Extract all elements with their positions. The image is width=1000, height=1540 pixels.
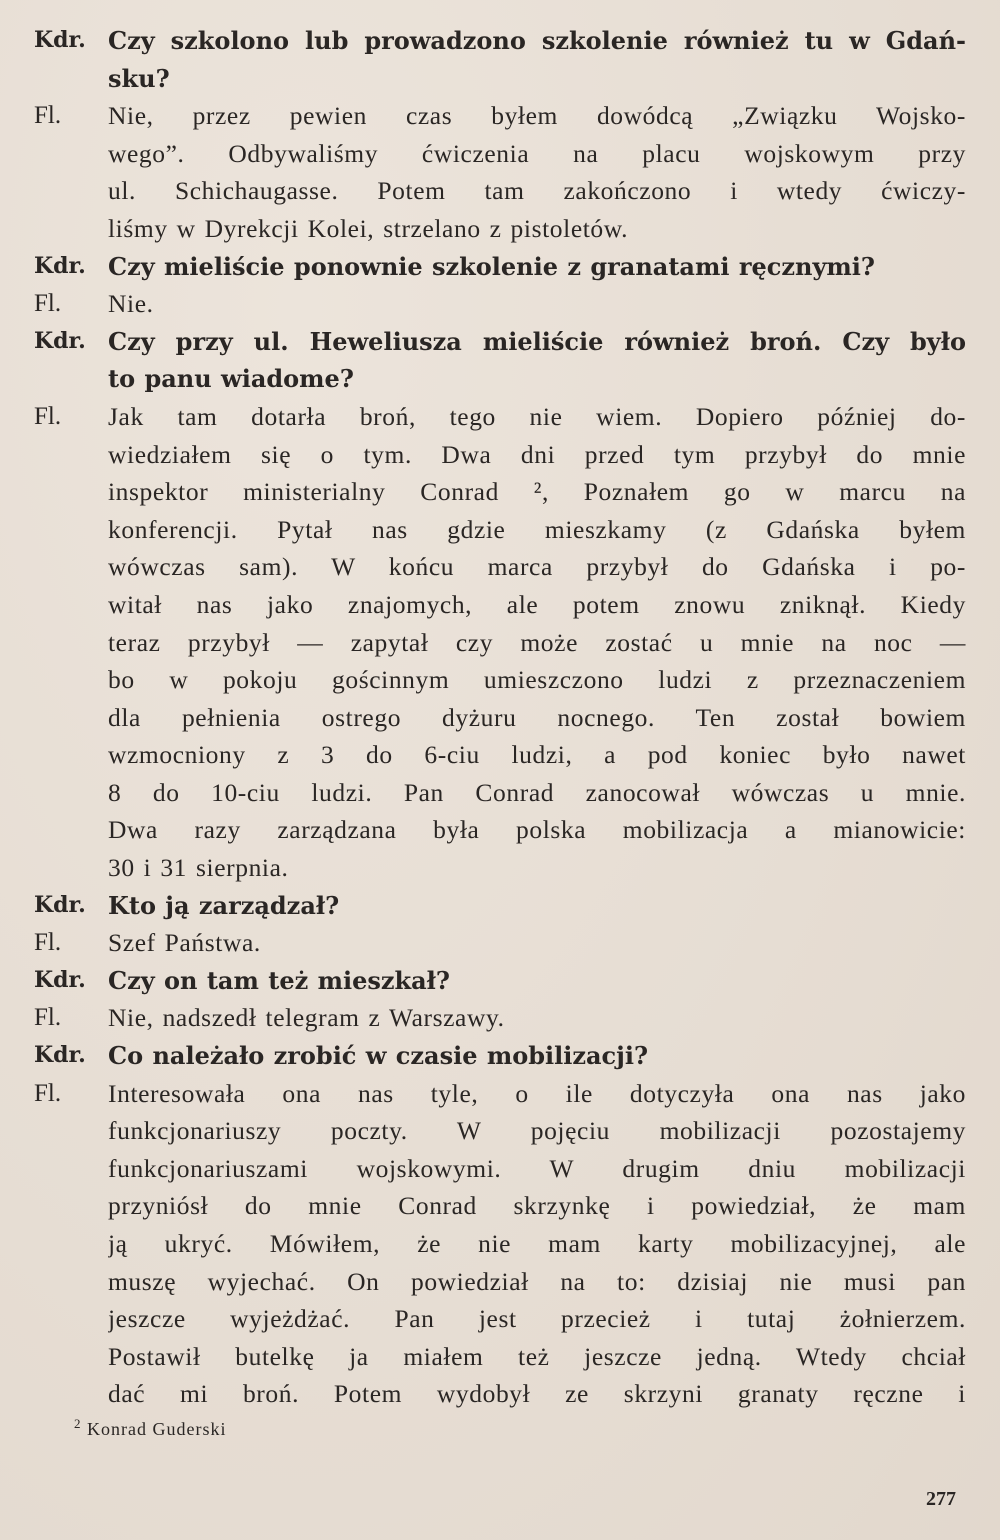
question-text [108,1037,966,1075]
text-line: Postawił butelkę ja miałem też jeszcze jedną. Wtedy chciał [108,1341,966,1371]
text-line: wego”. Odbywaliśmy ćwiczenia na placu wojskowym przy [108,138,966,168]
question-text [108,248,966,286]
speaker-witness: Fl. [34,929,62,957]
text-line: bo w pokoju gościnnym umieszczono ludzi z przeznaczeniem [108,665,966,695]
speaker-commander: Kdr. [34,891,86,918]
text-line: Co należało zrobić w czasie mobilizacji? [108,1041,649,1071]
question-text [108,323,966,398]
dialogue-entry [0,1037,1000,1075]
text-line: inspektor ministerialny Conrad ², Poznałem go w marcu na [108,477,966,507]
answer-text [108,1075,966,1413]
answer-text [108,999,966,1037]
text-line: funkcjonariuszami wojskowymi. W drugim dniu mobilizacji [108,1153,966,1183]
text-line: 30 i 31 sierpnia. [108,853,289,883]
text-line: witał nas jako znajomych, ale potem znowu zniknął. Kiedy [108,589,966,619]
speaker-commander: Kdr. [34,1042,86,1069]
dialogue-entry [0,999,1000,1037]
text-line: 8 do 10-ciu ludzi. Pan Conrad zanocował wówczas u mnie. [108,777,966,807]
dialogue-entry [0,924,1000,962]
text-line: Nie, nadszedł telegram z Warszawy. [108,1003,505,1033]
text-line: funkcjonariuszy poczty. W pojęciu mobilizacji pozostajemy [108,1116,966,1146]
dialogue-entry [0,248,1000,286]
dialogue-entry [0,285,1000,323]
speaker-commander: Kdr. [34,27,86,53]
text-line: teraz przybył — zapytał czy może zostać u mnie na noc — [108,627,966,657]
text-line: Nie. [108,289,154,319]
dialogue-entry [0,962,1000,1000]
text-line: dla pełnienia ostrego dyżuru nocnego. Ten został bowiem [108,702,966,732]
footnote [74,1416,226,1440]
text-line: Czy mieliście ponownie szkolenie z granatami ręcznymi? [108,251,875,281]
text-line: Czy on tam też mieszkał? [108,965,450,995]
text-line: Kto ją zarządzał? [108,890,340,920]
text-line: wówczas sam). W końcu marca przybył do Gdańska i po- [108,552,966,582]
dialogue-entry [0,97,1000,247]
answer-text [108,924,966,962]
text-line: dać mi broń. Potem wydobył ze skrzyni granaty ręczne i [108,1379,966,1409]
answer-text [108,97,966,247]
text-line: to panu wiadome? [108,364,354,394]
speaker-witness: Fl. [34,102,62,130]
text-line: Czy przy ul. Heweliusza mieliście również broń. Czy było [108,326,966,356]
speaker-witness: Fl. [34,1004,62,1032]
question-text [108,962,966,1000]
text-line: przyniósł do mnie Conrad skrzynkę i powiedział, że mam [108,1191,966,1221]
footnote-number: 2 [74,1416,82,1431]
dialogue-entry [0,323,1000,398]
text-line: ją ukryć. Mówiłem, że nie mam karty mobilizacyjnej, ale [108,1229,966,1258]
speaker-commander: Kdr. [34,327,86,354]
question-text [108,22,966,97]
speaker-witness: Fl. [34,1079,62,1107]
text-line: sku? [108,63,170,93]
speaker-witness: Fl. [34,290,62,318]
speaker-commander: Kdr. [34,966,86,993]
text-line: ul. Schichaugasse. Potem tam zakończono i wtedy ćwiczy- [108,176,966,206]
text-line: Dwa razy zarządzana była polska mobilizacja a mianowicie: [108,815,966,845]
interrogation-transcript [0,22,1000,1413]
footnote-text: Konrad Guderski [87,1419,227,1439]
dialogue-entry [0,398,1000,887]
answer-text [108,285,966,323]
speaker-commander: Kdr. [34,252,86,279]
answer-text [108,398,966,887]
text-line: wzmocniony z 3 do 6-ciu ludzi, a pod koniec było nawet [108,740,966,770]
text-line: Interesowała ona nas tyle, o ile dotyczyła ona nas jako [108,1078,966,1108]
text-line: muszę wyjechać. On powiedział na to: dzisiaj nie musi pan [108,1266,966,1296]
text-line: liśmy w Dyrekcji Kolei, strzelano z pistoletów. [108,213,629,243]
dialogue-entry [0,1075,1000,1413]
speaker-witness: Fl. [34,402,62,430]
text-line: Nie, przez pewien czas byłem dowódcą „Związku Wojsko- [108,101,966,131]
page-number: 277 [926,1488,956,1510]
text-line: konferencji. Pytał nas gdzie mieszkamy (z Gdańska byłem [108,514,966,544]
text-line: wiedziałem się o tym. Dwa dni przed tym przybył do mnie [108,439,966,469]
text-line: Czy szkolono lub prowadzono szkolenie również tu w Gdań- [108,26,966,55]
text-line: jeszcze wyjeżdżać. Pan jest przecież i tutaj żołnierzem. [108,1304,966,1334]
text-line: Jak tam dotarła broń, tego nie wiem. Dopiero później do- [108,401,966,431]
dialogue-entry [0,22,1000,97]
dialogue-entry [0,887,1000,925]
text-line: Szef Państwa. [108,928,261,958]
question-text [108,887,966,925]
